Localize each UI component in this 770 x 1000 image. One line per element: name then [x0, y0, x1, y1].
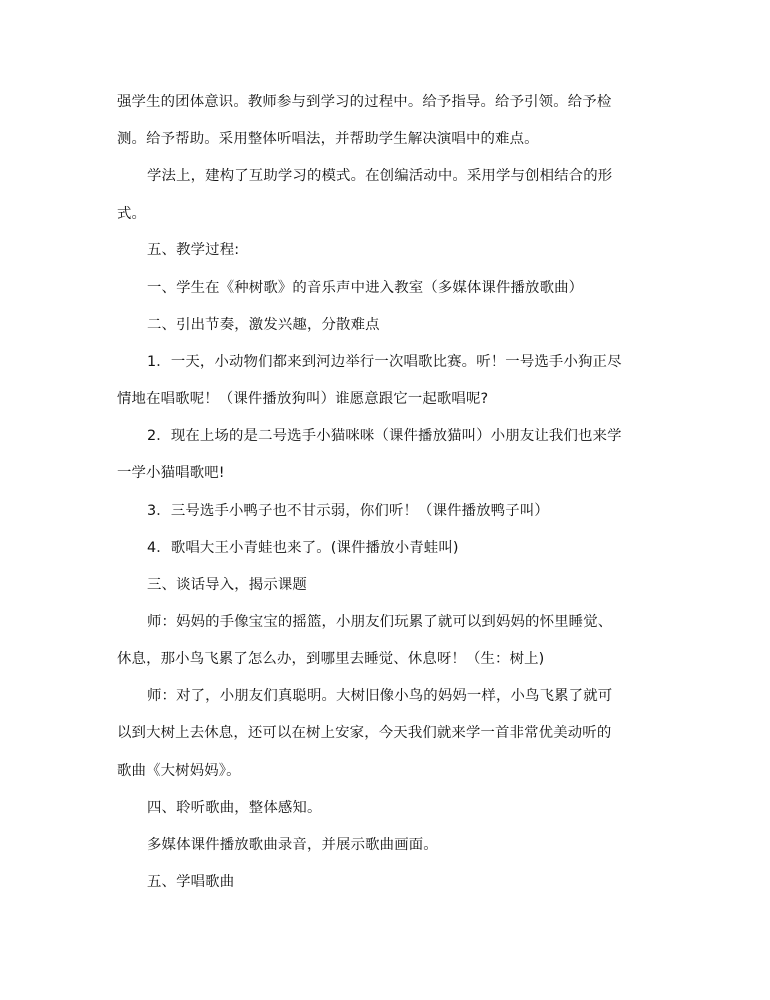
section-heading: 五、学唱歌曲 — [147, 874, 235, 890]
text-line: 多媒体课件播放歌曲录音，并展示歌曲画面。 — [147, 837, 438, 853]
text-line: 师：妈妈的手像宝宝的摇篮，小朋友们玩累了就可以到妈妈的怀里睡觉、 — [147, 614, 613, 630]
text-line: 一学小猫唱歌吧! — [117, 465, 225, 481]
text-line: 强学生的团体意识。教师参与到学习的过程中。给予指导。给予引领。给予检 — [117, 94, 612, 110]
text-line: 4．歌唱大王小青蛙也来了。(课件播放小青蛙叫) — [147, 540, 459, 556]
section-heading: 四、聆听歌曲，整体感知。 — [147, 800, 322, 816]
section-heading: 一、学生在《种树歌》的音乐声中进入教室（多媒体课件播放歌曲） — [147, 280, 584, 296]
text-line: 师：对了，小朋友们真聪明。大树旧像小鸟的妈妈一样，小鸟飞累了就可 — [147, 688, 613, 704]
text-line: 3．三号选手小鸭子也不甘示弱，你们听！（课件播放鸭子叫） — [147, 503, 549, 519]
text-line: 以到大树上去休息，还可以在树上安家，今天我们就来学一首非常优美动听的 — [117, 725, 612, 741]
section-heading: 三、谈话导入，揭示课题 — [147, 577, 307, 593]
text-line: 歌曲《大树妈妈》。 — [117, 763, 241, 779]
text-line: 2．现在上场的是二号选手小猫咪咪（课件播放猫叫）小朋友让我们也来学 — [147, 428, 622, 444]
section-heading: 五、教学过程: — [147, 242, 240, 258]
text-line: 学法上，建构了互助学习的模式。在创编活动中。采用学与创相结合的形 — [147, 168, 613, 184]
section-heading: 二、引出节奏，激发兴趣，分散难点 — [147, 317, 380, 333]
text-line: 休息，那小鸟飞累了怎么办，到哪里去睡觉、休息呀！（生：树上) — [117, 651, 545, 667]
text-line: 1．一天，小动物们都来到河边举行一次唱歌比赛。听！一号选手小狗正尽 — [147, 354, 622, 370]
text-line: 情地在唱歌呢！（课件播放狗叫）谁愿意跟它一起歌唱呢? — [117, 391, 489, 407]
text-line: 测。给予帮助。采用整体听唱法，并帮助学生解决演唱中的难点。 — [117, 131, 539, 147]
text-line: 式。 — [117, 206, 147, 222]
